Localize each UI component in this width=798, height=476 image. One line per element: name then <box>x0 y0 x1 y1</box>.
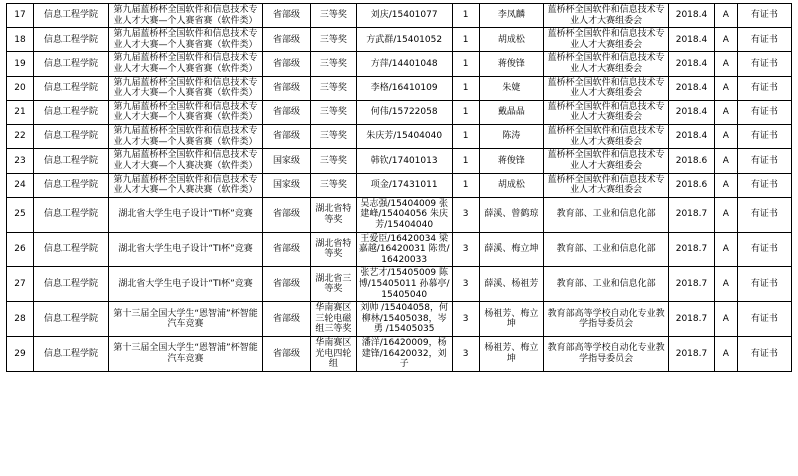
cell-date: 2018.4 <box>669 4 715 28</box>
table-row <box>7 232 792 267</box>
cell-organizer: 蓝桥杯全国软件和信息技术专业人才大赛组委会 <box>544 28 669 52</box>
cell-college: 信息工程学院 <box>34 125 109 149</box>
cell-certificate: 有证书 <box>737 125 791 149</box>
cell-college: 信息工程学院 <box>34 337 109 372</box>
cell-level: 省部级 <box>263 197 311 232</box>
table-row <box>7 197 792 232</box>
cell-competition-name: 第九届蓝桥杯全国软件和信息技术专业人才大赛—个人赛省赛（软件类） <box>109 52 263 76</box>
cell-no: 21 <box>7 100 34 124</box>
cell-certificate: 有证书 <box>737 100 791 124</box>
cell-count: 1 <box>452 28 479 52</box>
table-row <box>7 337 792 372</box>
cell-date: 2018.6 <box>669 173 715 197</box>
cell-no: 18 <box>7 28 34 52</box>
cell-count: 3 <box>452 267 479 302</box>
cell-count: 1 <box>452 4 479 28</box>
cell-students: 李格/16410109 <box>356 76 452 100</box>
cell-competition-name: 第十三届全国大学生“恩智浦”杯智能汽车竞赛 <box>109 337 263 372</box>
cell-type: A <box>714 197 737 232</box>
cell-prize: 三等奖 <box>310 28 356 52</box>
cell-count: 1 <box>452 149 479 173</box>
cell-prize: 三等奖 <box>310 52 356 76</box>
cell-type: A <box>714 125 737 149</box>
cell-no: 22 <box>7 125 34 149</box>
document-page <box>0 3 798 476</box>
table-row <box>7 52 792 76</box>
cell-type: A <box>714 337 737 372</box>
cell-certificate: 有证书 <box>737 197 791 232</box>
cell-type: A <box>714 232 737 267</box>
cell-certificate: 有证书 <box>737 302 791 337</box>
table-row <box>7 125 792 149</box>
cell-level: 国家级 <box>263 149 311 173</box>
cell-prize: 华南赛区三轮电磁组三等奖 <box>310 302 356 337</box>
cell-certificate: 有证书 <box>737 149 791 173</box>
cell-students: 刘庆/15401077 <box>356 4 452 28</box>
table-row <box>7 173 792 197</box>
cell-date: 2018.6 <box>669 149 715 173</box>
cell-competition-name: 第九届蓝桥杯全国软件和信息技术专业人才大赛—个人赛省赛（软件类） <box>109 100 263 124</box>
cell-count: 1 <box>452 52 479 76</box>
cell-type: A <box>714 76 737 100</box>
cell-certificate: 有证书 <box>737 337 791 372</box>
cell-students: 项金/17431011 <box>356 173 452 197</box>
cell-prize: 三等奖 <box>310 173 356 197</box>
cell-certificate: 有证书 <box>737 232 791 267</box>
cell-prize: 三等奖 <box>310 4 356 28</box>
cell-no: 28 <box>7 302 34 337</box>
cell-count: 1 <box>452 173 479 197</box>
cell-college: 信息工程学院 <box>34 76 109 100</box>
cell-students: 刘帅 /15404058，何柳林/15405038，岑勇 /15405035 <box>356 302 452 337</box>
cell-organizer: 蓝桥杯全国软件和信息技术专业人才大赛组委会 <box>544 52 669 76</box>
cell-college: 信息工程学院 <box>34 267 109 302</box>
cell-count: 1 <box>452 100 479 124</box>
cell-type: A <box>714 4 737 28</box>
cell-students: 方萍/14401048 <box>356 52 452 76</box>
cell-type: A <box>714 302 737 337</box>
cell-competition-name: 第九届蓝桥杯全国软件和信息技术专业人才大赛—个人赛省赛（软件类） <box>109 4 263 28</box>
cell-teacher: 陈涛 <box>479 125 544 149</box>
cell-competition-name: 第九届蓝桥杯全国软件和信息技术专业人才大赛—个人赛决赛（软件类） <box>109 173 263 197</box>
cell-type: A <box>714 100 737 124</box>
cell-type: A <box>714 149 737 173</box>
cell-competition-name: 湖北省大学生电子设计“TI杯”竞赛 <box>109 197 263 232</box>
table-row <box>7 149 792 173</box>
table-row <box>7 4 792 28</box>
cell-teacher: 李凤麟 <box>479 4 544 28</box>
cell-level: 省部级 <box>263 52 311 76</box>
cell-competition-name: 第九届蓝桥杯全国软件和信息技术专业人才大赛—个人赛省赛（软件类） <box>109 76 263 100</box>
cell-teacher: 薛溪、杨祖芳 <box>479 267 544 302</box>
cell-no: 19 <box>7 52 34 76</box>
table-row <box>7 267 792 302</box>
cell-organizer: 蓝桥杯全国软件和信息技术专业人才大赛组委会 <box>544 125 669 149</box>
cell-students: 潘洋/16420009，杨建锋/16420032，刘子 <box>356 337 452 372</box>
cell-students: 方武群/15401052 <box>356 28 452 52</box>
cell-teacher: 胡成松 <box>479 173 544 197</box>
cell-date: 2018.7 <box>669 302 715 337</box>
cell-college: 信息工程学院 <box>34 302 109 337</box>
cell-level: 省部级 <box>263 125 311 149</box>
cell-prize: 湖北省特等奖 <box>310 232 356 267</box>
cell-no: 29 <box>7 337 34 372</box>
cell-organizer: 教育部、工业和信息化部 <box>544 197 669 232</box>
cell-date: 2018.7 <box>669 267 715 302</box>
cell-level: 省部级 <box>263 232 311 267</box>
cell-college: 信息工程学院 <box>34 173 109 197</box>
table-body <box>7 4 792 372</box>
cell-prize: 三等奖 <box>310 100 356 124</box>
cell-count: 1 <box>452 76 479 100</box>
cell-date: 2018.7 <box>669 337 715 372</box>
cell-no: 27 <box>7 267 34 302</box>
cell-students: 何伟/15722058 <box>356 100 452 124</box>
cell-prize: 三等奖 <box>310 76 356 100</box>
cell-count: 1 <box>452 125 479 149</box>
table-row <box>7 28 792 52</box>
cell-teacher: 杨祖芳、梅立坤 <box>479 302 544 337</box>
cell-date: 2018.4 <box>669 125 715 149</box>
table-row <box>7 302 792 337</box>
cell-students: 吴志强/15404009 张建峰/15404056 朱庆芳/15404040 <box>356 197 452 232</box>
cell-college: 信息工程学院 <box>34 100 109 124</box>
cell-no: 24 <box>7 173 34 197</box>
cell-certificate: 有证书 <box>737 52 791 76</box>
cell-competition-name: 湖北省大学生电子设计“TI杯”竞赛 <box>109 232 263 267</box>
award-records-table <box>6 3 792 372</box>
cell-level: 省部级 <box>263 28 311 52</box>
cell-no: 17 <box>7 4 34 28</box>
cell-type: A <box>714 28 737 52</box>
cell-level: 省部级 <box>263 100 311 124</box>
cell-certificate: 有证书 <box>737 267 791 302</box>
cell-prize: 三等奖 <box>310 149 356 173</box>
cell-date: 2018.4 <box>669 100 715 124</box>
cell-type: A <box>714 267 737 302</box>
cell-organizer: 蓝桥杯全国软件和信息技术专业人才大赛组委会 <box>544 4 669 28</box>
cell-students: 张艺才/15405009 陈博/15405011 孙慕亭/15405040 <box>356 267 452 302</box>
cell-students: 王爱臣/16420034 梁嘉越/16420031 陈贵/16420033 <box>356 232 452 267</box>
cell-level: 省部级 <box>263 4 311 28</box>
cell-count: 3 <box>452 302 479 337</box>
cell-organizer: 蓝桥杯全国软件和信息技术专业人才大赛组委会 <box>544 149 669 173</box>
cell-no: 20 <box>7 76 34 100</box>
cell-organizer: 教育部高等学校自动化专业教学指导委员会 <box>544 337 669 372</box>
cell-teacher: 戴晶晶 <box>479 100 544 124</box>
cell-no: 25 <box>7 197 34 232</box>
cell-organizer: 蓝桥杯全国软件和信息技术专业人才大赛组委会 <box>544 100 669 124</box>
cell-organizer: 教育部、工业和信息化部 <box>544 232 669 267</box>
cell-date: 2018.7 <box>669 197 715 232</box>
cell-prize: 华南赛区光电四轮组 <box>310 337 356 372</box>
cell-organizer: 蓝桥杯全国软件和信息技术专业人才大赛组委会 <box>544 173 669 197</box>
cell-count: 3 <box>452 337 479 372</box>
cell-students: 朱庆芳/15404040 <box>356 125 452 149</box>
cell-count: 3 <box>452 232 479 267</box>
cell-college: 信息工程学院 <box>34 149 109 173</box>
cell-teacher: 蒋俊锋 <box>479 149 544 173</box>
cell-organizer: 蓝桥杯全国软件和信息技术专业人才大赛组委会 <box>544 76 669 100</box>
cell-competition-name: 第九届蓝桥杯全国软件和信息技术专业人才大赛—个人赛省赛（软件类） <box>109 28 263 52</box>
cell-type: A <box>714 173 737 197</box>
cell-college: 信息工程学院 <box>34 52 109 76</box>
cell-teacher: 杨祖芳、梅立坤 <box>479 337 544 372</box>
cell-organizer: 教育部、工业和信息化部 <box>544 267 669 302</box>
cell-certificate: 有证书 <box>737 76 791 100</box>
cell-college: 信息工程学院 <box>34 4 109 28</box>
cell-college: 信息工程学院 <box>34 28 109 52</box>
table-row <box>7 100 792 124</box>
cell-level: 省部级 <box>263 337 311 372</box>
cell-prize: 三等奖 <box>310 125 356 149</box>
cell-certificate: 有证书 <box>737 173 791 197</box>
cell-certificate: 有证书 <box>737 4 791 28</box>
cell-competition-name: 第十三届全国大学生“恩智浦”杯智能汽车竞赛 <box>109 302 263 337</box>
cell-count: 3 <box>452 197 479 232</box>
cell-teacher: 蒋俊锋 <box>479 52 544 76</box>
cell-date: 2018.4 <box>669 76 715 100</box>
cell-no: 26 <box>7 232 34 267</box>
cell-prize: 湖北省特等奖 <box>310 197 356 232</box>
cell-date: 2018.7 <box>669 232 715 267</box>
cell-competition-name: 湖北省大学生电子设计“TI杯”竞赛 <box>109 267 263 302</box>
table-row <box>7 76 792 100</box>
cell-teacher: 朱婕 <box>479 76 544 100</box>
cell-level: 省部级 <box>263 267 311 302</box>
cell-level: 省部级 <box>263 76 311 100</box>
cell-date: 2018.4 <box>669 52 715 76</box>
cell-teacher: 胡成松 <box>479 28 544 52</box>
cell-level: 国家级 <box>263 173 311 197</box>
cell-competition-name: 第九届蓝桥杯全国软件和信息技术专业人才大赛—个人赛省赛（软件类） <box>109 125 263 149</box>
cell-organizer: 教育部高等学校自动化专业教学指导委员会 <box>544 302 669 337</box>
cell-college: 信息工程学院 <box>34 232 109 267</box>
cell-college: 信息工程学院 <box>34 197 109 232</box>
cell-teacher: 薛溪、梅立坤 <box>479 232 544 267</box>
cell-teacher: 薛溪、曾鹤琼 <box>479 197 544 232</box>
cell-prize: 湖北省三等奖 <box>310 267 356 302</box>
cell-students: 韩钦/17401013 <box>356 149 452 173</box>
cell-type: A <box>714 52 737 76</box>
cell-competition-name: 第九届蓝桥杯全国软件和信息技术专业人才大赛—个人赛决赛（软件类） <box>109 149 263 173</box>
cell-level: 省部级 <box>263 302 311 337</box>
cell-no: 23 <box>7 149 34 173</box>
cell-date: 2018.4 <box>669 28 715 52</box>
cell-certificate: 有证书 <box>737 28 791 52</box>
